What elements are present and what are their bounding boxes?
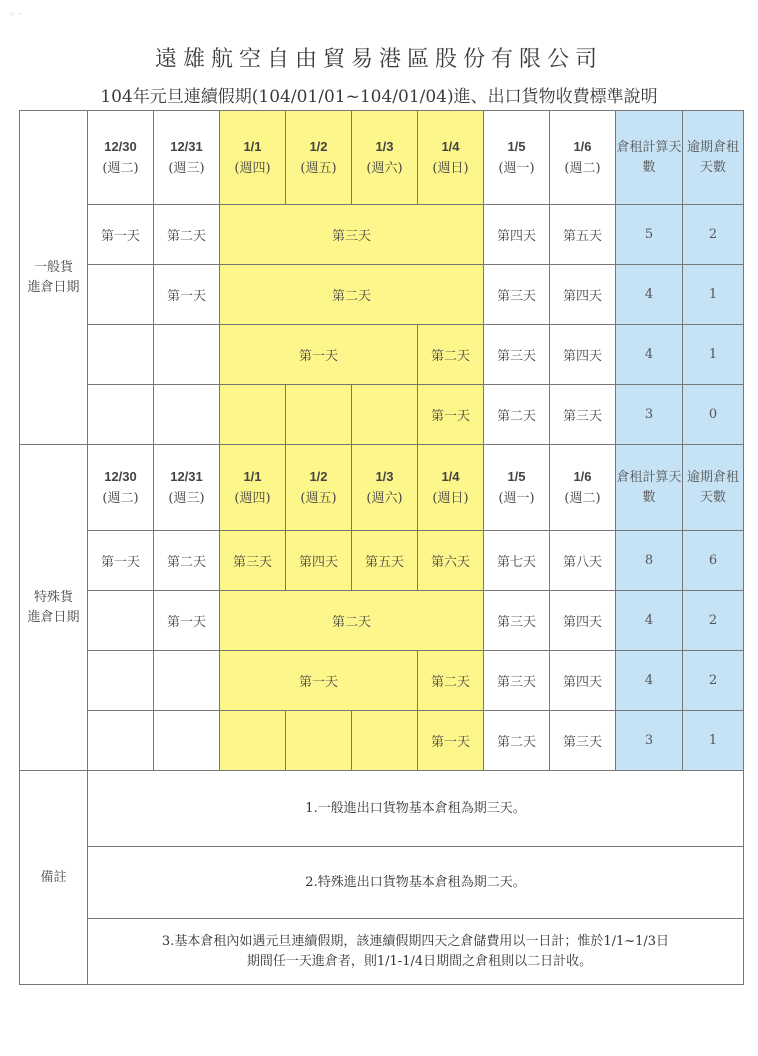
date-header-0101: 1/1 (週四) (220, 111, 286, 205)
empty-cell (88, 325, 154, 385)
rent-days-value: 4 (616, 325, 683, 385)
document-subtitle: 104年元旦連續假期(104/01/01~104/01/04)進、出口貨物收費標準說明 (100, 87, 658, 107)
rent-days-value: 8 (616, 531, 683, 591)
general-cargo-label: 一般貨 進倉日期 (20, 111, 88, 445)
table-row (20, 531, 744, 591)
empty-cell (154, 711, 220, 771)
general-header-row (20, 111, 744, 205)
day-cell: 第三天 (220, 531, 286, 591)
empty-cell (220, 711, 286, 771)
date-header-0104: 1/4 (週日) (418, 445, 484, 531)
date-header-0101: 1/1 (週四) (220, 445, 286, 531)
day-cell: 第二天 (154, 531, 220, 591)
empty-cell (286, 711, 352, 771)
note-3-line-1: 3.基本倉租內如遇元旦連續假期，該連續假期四天之倉儲費用以一日計；惟於1/1~1/3日 (161, 933, 670, 949)
date-header-0103: 1/3 (週六) (352, 111, 418, 205)
empty-cell (88, 265, 154, 325)
day-cell: 第三天 (484, 265, 550, 325)
day-cell: 第四天 (550, 265, 616, 325)
overdue-days-value: 1 (683, 325, 744, 385)
table-row (20, 205, 744, 265)
day-cell: 第三天 (550, 385, 616, 445)
empty-cell (286, 385, 352, 445)
empty-cell (352, 711, 418, 771)
day-cell: 第四天 (550, 325, 616, 385)
day-cell: 第三天 (484, 591, 550, 651)
note-3-line-2: 期間任一天進倉者，則1/1-1/4日期間之倉租則以二日計收。 (246, 953, 593, 969)
special-header-row (20, 445, 744, 531)
table-row (20, 265, 744, 325)
table-row (20, 591, 744, 651)
empty-cell (88, 651, 154, 711)
date-header-1230: 12/30 (週二) (88, 111, 154, 205)
day-cell: 第一天 (154, 591, 220, 651)
date-header-0104: 1/4 (週日) (418, 111, 484, 205)
empty-cell (220, 385, 286, 445)
company-title: 遠雄航空自由貿易港區股份有限公司 (154, 47, 603, 72)
day-cell: 第一天 (88, 205, 154, 265)
holiday-span-cell: 第一天 (220, 325, 418, 385)
holiday-span-cell: 第一天 (220, 651, 418, 711)
date-header-0102: 1/2 (週五) (286, 111, 352, 205)
day-cell: 第二天 (154, 205, 220, 265)
holiday-span-cell: 第二天 (220, 265, 484, 325)
day-cell: 第一天 (418, 711, 484, 771)
scan-mark: ⁘ · (8, 10, 22, 20)
empty-cell (88, 591, 154, 651)
overdue-days-value: 2 (683, 205, 744, 265)
day-cell: 第二天 (484, 385, 550, 445)
day-cell: 第一天 (88, 531, 154, 591)
day-cell: 第四天 (550, 591, 616, 651)
day-cell: 第五天 (352, 531, 418, 591)
empty-cell (154, 651, 220, 711)
date-header-0105: 1/5 (週一) (484, 111, 550, 205)
day-cell: 第八天 (550, 531, 616, 591)
rent-days-header: 倉租計算天數 (616, 111, 683, 205)
day-cell: 第一天 (154, 265, 220, 325)
overdue-days-header: 逾期倉租天數 (683, 445, 744, 531)
date-header-0102: 1/2 (週五) (286, 445, 352, 531)
table-row (20, 385, 744, 445)
holiday-span-cell: 第二天 (220, 591, 484, 651)
day-cell: 第四天 (550, 651, 616, 711)
note-row (20, 771, 744, 847)
date-header-1230: 12/30 (週二) (88, 445, 154, 531)
holiday-span-cell: 第三天 (220, 205, 484, 265)
day-cell: 第三天 (484, 325, 550, 385)
empty-cell (154, 385, 220, 445)
note-row (20, 847, 744, 919)
day-cell: 第三天 (550, 711, 616, 771)
special-cargo-label: 特殊貨 進倉日期 (20, 445, 88, 771)
rent-days-value: 4 (616, 591, 683, 651)
overdue-days-value: 1 (683, 711, 744, 771)
note-2: 2.特殊進出口貨物基本倉租為期二天。 (88, 847, 744, 919)
empty-cell (88, 711, 154, 771)
overdue-days-value: 1 (683, 265, 744, 325)
note-1: 1.一般進出口貨物基本倉租為期三天。 (88, 771, 744, 847)
overdue-days-value: 0 (683, 385, 744, 445)
date-header-0106: 1/6 (週二) (550, 445, 616, 531)
date-header-0103: 1/3 (週六) (352, 445, 418, 531)
rent-days-value: 3 (616, 711, 683, 771)
note-row (20, 919, 744, 985)
overdue-days-value: 2 (683, 651, 744, 711)
day-cell: 第七天 (484, 531, 550, 591)
rent-days-value: 4 (616, 651, 683, 711)
rent-days-value: 4 (616, 265, 683, 325)
day-cell: 第二天 (418, 651, 484, 711)
day-cell: 第五天 (550, 205, 616, 265)
date-header-1231: 12/31 (週三) (154, 445, 220, 531)
rent-days-header: 倉租計算天數 (616, 445, 683, 531)
rent-days-value: 3 (616, 385, 683, 445)
notes-label: 備註 (20, 771, 88, 985)
note-3 (88, 919, 744, 985)
table-row (20, 711, 744, 771)
day-cell: 第一天 (418, 385, 484, 445)
empty-cell (88, 385, 154, 445)
date-header-0105: 1/5 (週一) (484, 445, 550, 531)
table-row (20, 325, 744, 385)
day-cell: 第二天 (418, 325, 484, 385)
date-header-0106: 1/6 (週二) (550, 111, 616, 205)
overdue-days-value: 6 (683, 531, 744, 591)
day-cell: 第四天 (286, 531, 352, 591)
table-row (20, 651, 744, 711)
empty-cell (154, 325, 220, 385)
day-cell: 第六天 (418, 531, 484, 591)
overdue-days-header: 逾期倉租天數 (683, 111, 744, 205)
day-cell: 第四天 (484, 205, 550, 265)
rent-days-value: 5 (616, 205, 683, 265)
day-cell: 第三天 (484, 651, 550, 711)
fee-table (19, 110, 744, 985)
date-header-1231: 12/31 (週三) (154, 111, 220, 205)
day-cell: 第二天 (484, 711, 550, 771)
empty-cell (352, 385, 418, 445)
overdue-days-value: 2 (683, 591, 744, 651)
